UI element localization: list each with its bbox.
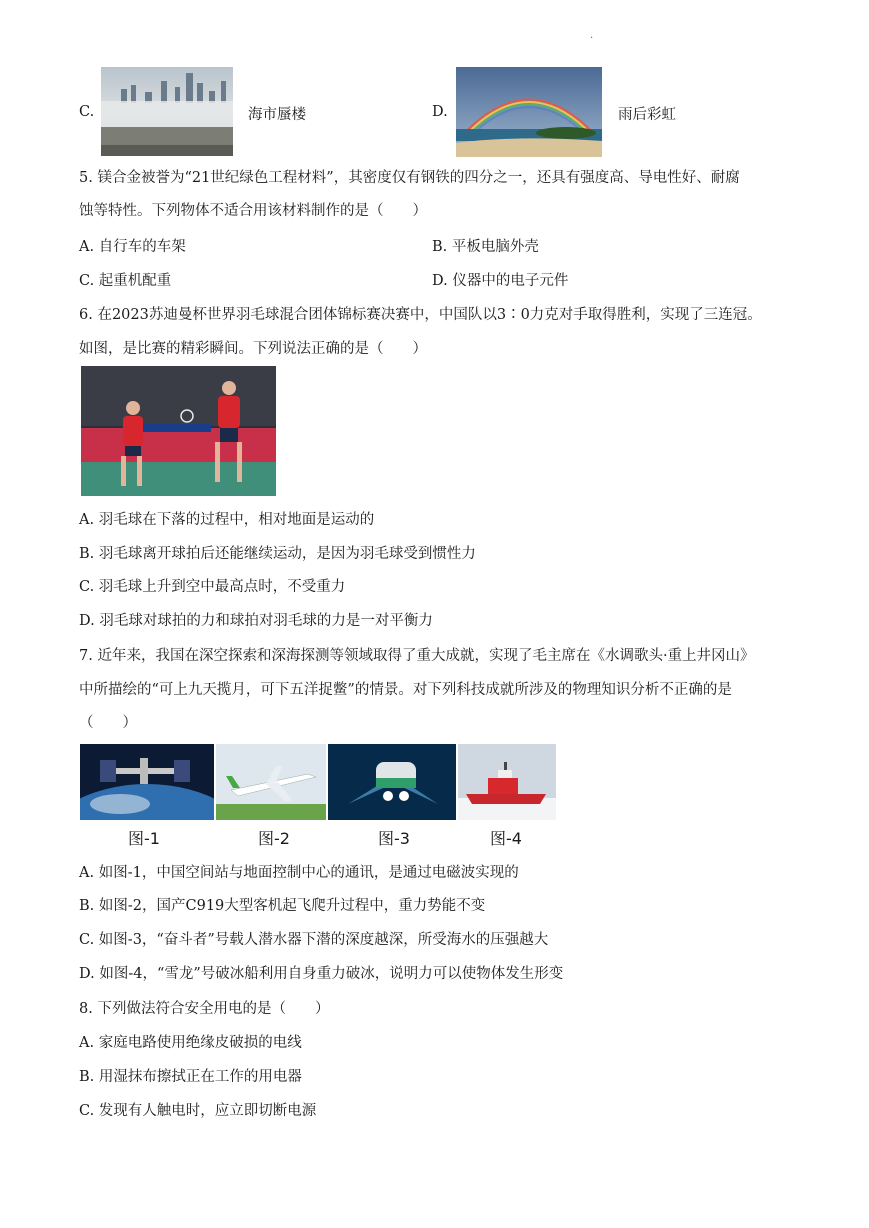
q6-stem-line1: 6. 在2023苏迪曼杯世界羽毛球混合团体锦标赛决赛中，中国队以3∶0力克对手取得胜利，实现了三连冠。 <box>79 307 762 323</box>
q5-option-b: B. 平板电脑外壳 <box>432 239 539 255</box>
q8-option-c: C. 发现有人触电时，应立即切断电源 <box>79 1103 317 1119</box>
figure-caption-1: 图-1 <box>128 829 160 848</box>
q6-option-b: B. 羽毛球离开球拍后还能继续运动，是因为羽毛球受到惯性力 <box>79 546 476 562</box>
q7-option-b: B. 如图-2，国产C919大型客机起飞爬升过程中，重力势能不变 <box>79 898 486 914</box>
q8-stem: 8. 下列做法符合安全用电的是（ ） <box>79 1001 330 1017</box>
q6-option-a: A. 羽毛球在下落的过程中，相对地面是运动的 <box>79 512 375 528</box>
q5-option-d: D. 仪器中的电子元件 <box>432 273 569 289</box>
badminton-photo <box>81 366 276 496</box>
icebreaker-photo <box>458 744 556 820</box>
q4-option-d-text: 雨后彩虹 <box>618 107 676 123</box>
q7-option-c: C. 如图-3，“奋斗者”号载人潜水器下潜的深度越深，所受海水的压强越大 <box>79 932 549 948</box>
mirage-photo <box>101 67 233 156</box>
figure-caption-3: 图-3 <box>378 829 410 848</box>
q6-option-c: C. 羽毛球上升到空中最高点时，不受重力 <box>79 579 346 595</box>
q8-option-b: B. 用湿抹布擦拭正在工作的用电器 <box>79 1069 302 1085</box>
q5-option-a: A. 自行车的车架 <box>79 239 186 255</box>
q4-option-c-label: C. <box>79 104 95 120</box>
q5-option-c: C. 起重机配重 <box>79 273 172 289</box>
q6-option-d: D. 羽毛球对球拍的力和球拍对羽毛球的力是一对平衡力 <box>79 613 433 629</box>
q7-stem-line1: 7. 近年来，我国在深空探索和深海探测等领域取得了重大成就，实现了毛主席在《水调歌头·重上井冈山》 <box>79 648 755 664</box>
q5-stem-line2: 蚀等特性。下列物体不适合用该材料制作的是（ ） <box>79 203 427 219</box>
q5-stem-line1: 5. 镁合金被誉为“21世纪绿色工程材料”，其密度仅有钢铁的四分之一，还具有强度高、导电性好、耐腐 <box>79 170 740 186</box>
q4-option-c-text: 海市蜃楼 <box>248 107 306 123</box>
figure-caption-4: 图-4 <box>490 829 522 848</box>
q7-stem-line2: 中所描绘的“可上九天揽月，可下五洋捉鳖”的情景。对下列科技成就所涉及的物理知识分析不正确的是 <box>79 682 732 698</box>
q7-option-d: D. 如图-4，“雪龙”号破冰船利用自身重力破冰，说明力可以使物体发生形变 <box>79 966 564 982</box>
space-station-photo <box>80 744 214 820</box>
q7-stem-line3: （ ） <box>79 715 137 731</box>
rainbow-photo <box>456 67 602 157</box>
figure-caption-2: 图-2 <box>258 829 290 848</box>
q4-option-d-label: D. <box>432 104 448 120</box>
c919-plane-photo <box>216 744 326 820</box>
q6-stem-line2: 如图，是比赛的精彩瞬间。下列说法正确的是（ ） <box>79 341 427 357</box>
submersible-photo <box>328 744 456 820</box>
q8-option-a: A. 家庭电路使用绝缘皮破损的电线 <box>79 1035 302 1051</box>
page-mark: . <box>590 30 594 41</box>
q7-option-a: A. 如图-1，中国空间站与地面控制中心的通讯，是通过电磁波实现的 <box>79 865 519 881</box>
